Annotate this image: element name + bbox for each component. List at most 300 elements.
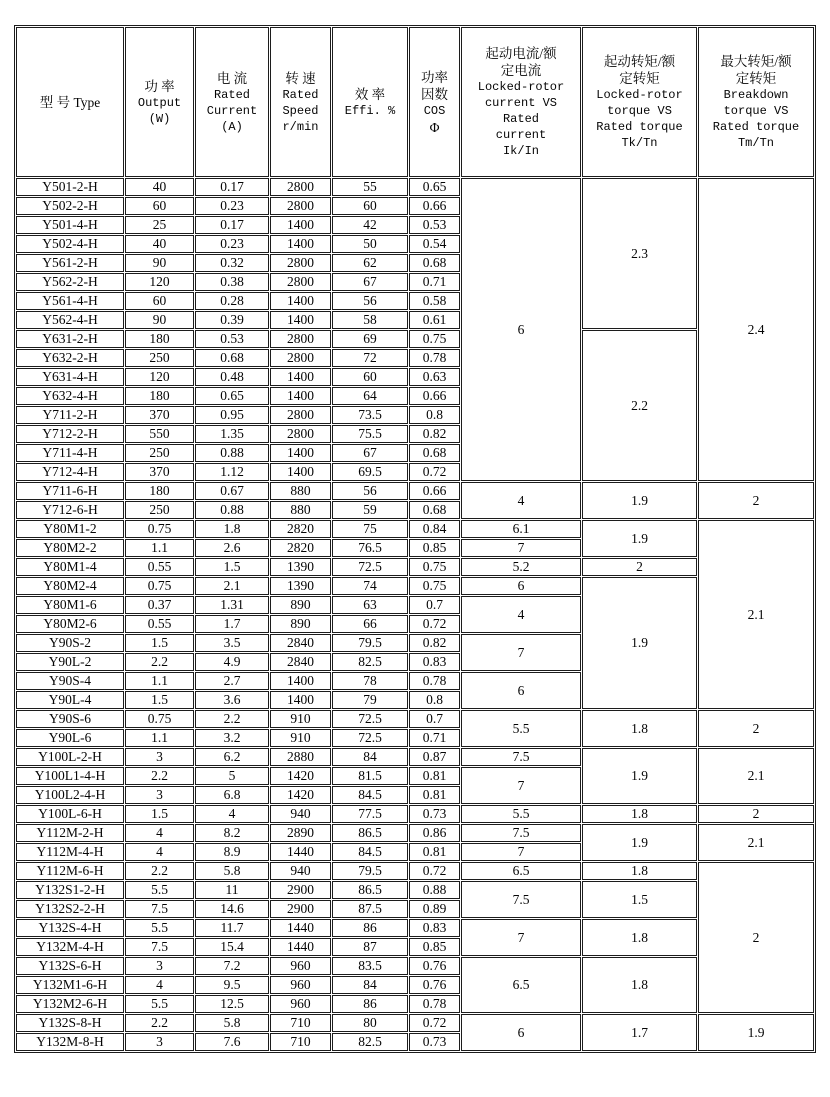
cell-rated-speed: 1440 — [270, 843, 331, 861]
cell-rated-speed: 2820 — [270, 539, 331, 557]
header-line: 功 率 — [144, 78, 175, 94]
cell-power-factor: 0.84 — [409, 520, 460, 538]
cell-rated-speed: 880 — [270, 482, 331, 500]
cell-rated-current: 3.6 — [195, 691, 269, 709]
cell-type: Y132M1-6-H — [16, 976, 124, 994]
cell-output: 2.2 — [125, 767, 194, 785]
cell-type: Y712-2-H — [16, 425, 124, 443]
cell-rated-speed: 1440 — [270, 938, 331, 956]
cell-efficiency: 77.5 — [332, 805, 408, 823]
cell-type: Y80M2-4 — [16, 577, 124, 595]
cell-efficiency: 67 — [332, 273, 408, 291]
cell-rated-speed: 940 — [270, 862, 331, 880]
col-header-efficiency — [332, 27, 408, 177]
cell-output: 2.2 — [125, 653, 194, 671]
table-row — [16, 710, 814, 728]
cell-power-factor: 0.81 — [409, 767, 460, 785]
cell-type: Y561-4-H — [16, 292, 124, 310]
cell-locked-rotor-current-ratio: 6.5 — [461, 862, 581, 880]
cell-efficiency: 59 — [332, 501, 408, 519]
cell-locked-rotor-torque-ratio: 2.3 — [582, 178, 697, 329]
cell-efficiency: 75.5 — [332, 425, 408, 443]
cell-rated-current: 0.39 — [195, 311, 269, 329]
cell-efficiency: 84 — [332, 976, 408, 994]
cell-power-factor: 0.8 — [409, 691, 460, 709]
cell-type: Y711-2-H — [16, 406, 124, 424]
cell-rated-speed: 2800 — [270, 425, 331, 443]
cell-rated-current: 2.2 — [195, 710, 269, 728]
cell-type: Y132S-4-H — [16, 919, 124, 937]
cell-efficiency: 60 — [332, 197, 408, 215]
header-line: Tk/Tn — [621, 136, 658, 150]
cell-locked-rotor-current-ratio: 7.5 — [461, 824, 581, 842]
cell-rated-current: 2.6 — [195, 539, 269, 557]
cell-output: 7.5 — [125, 900, 194, 918]
header-line: (W) — [148, 111, 171, 126]
cell-efficiency: 79.5 — [332, 634, 408, 652]
header-line: Φ — [429, 119, 440, 135]
cell-power-factor: 0.76 — [409, 976, 460, 994]
header-line: 定转矩 — [735, 71, 777, 86]
cell-rated-speed: 1400 — [270, 444, 331, 462]
cell-efficiency: 56 — [332, 482, 408, 500]
motor-spec-table — [14, 25, 816, 1053]
cell-output: 180 — [125, 330, 194, 348]
cell-rated-current: 7.2 — [195, 957, 269, 975]
cell-rated-current: 0.88 — [195, 501, 269, 519]
cell-type: Y501-4-H — [16, 216, 124, 234]
cell-rated-current: 4.9 — [195, 653, 269, 671]
cell-locked-rotor-current-ratio: 7 — [461, 539, 581, 557]
cell-power-factor: 0.89 — [409, 900, 460, 918]
cell-output: 1.1 — [125, 539, 194, 557]
cell-rated-speed: 890 — [270, 596, 331, 614]
cell-rated-current: 15.4 — [195, 938, 269, 956]
table-row — [16, 862, 814, 880]
header-line: Rated torque — [596, 120, 683, 134]
cell-rated-speed: 2840 — [270, 653, 331, 671]
cell-power-factor: 0.85 — [409, 938, 460, 956]
cell-power-factor: 0.73 — [409, 1033, 460, 1051]
cell-type: Y80M1-6 — [16, 596, 124, 614]
cell-output: 3 — [125, 748, 194, 766]
cell-power-factor: 0.65 — [409, 178, 460, 196]
cell-efficiency: 86.5 — [332, 824, 408, 842]
cell-rated-current: 6.2 — [195, 748, 269, 766]
cell-power-factor: 0.72 — [409, 463, 460, 481]
cell-power-factor: 0.75 — [409, 577, 460, 595]
cell-rated-current: 0.17 — [195, 178, 269, 196]
cell-locked-rotor-torque-ratio: 1.8 — [582, 862, 697, 880]
cell-breakdown-torque-ratio: 1.9 — [698, 1014, 814, 1051]
cell-rated-current: 1.12 — [195, 463, 269, 481]
header-line: Speed — [282, 103, 319, 118]
table-row — [16, 520, 814, 538]
cell-efficiency: 75 — [332, 520, 408, 538]
col-header-output — [125, 27, 194, 177]
cell-breakdown-torque-ratio: 2.1 — [698, 824, 814, 861]
cell-rated-current: 5.8 — [195, 1014, 269, 1032]
cell-output: 25 — [125, 216, 194, 234]
cell-locked-rotor-torque-ratio: 1.9 — [582, 824, 697, 861]
cell-power-factor: 0.81 — [409, 786, 460, 804]
header-line: Output — [137, 95, 182, 110]
cell-rated-current: 6.8 — [195, 786, 269, 804]
cell-rated-current: 11.7 — [195, 919, 269, 937]
header-line: torque VS — [607, 104, 672, 118]
cell-rated-current: 0.95 — [195, 406, 269, 424]
cell-power-factor: 0.68 — [409, 501, 460, 519]
cell-locked-rotor-current-ratio: 6 — [461, 672, 581, 709]
cell-breakdown-torque-ratio: 2.1 — [698, 520, 814, 709]
cell-rated-current: 0.48 — [195, 368, 269, 386]
cell-power-factor: 0.78 — [409, 995, 460, 1013]
cell-power-factor: 0.85 — [409, 539, 460, 557]
cell-efficiency: 83.5 — [332, 957, 408, 975]
cell-type: Y90L-6 — [16, 729, 124, 747]
cell-type: Y90L-2 — [16, 653, 124, 671]
cell-rated-current: 0.65 — [195, 387, 269, 405]
cell-breakdown-torque-ratio: 2 — [698, 482, 814, 519]
cell-power-factor: 0.72 — [409, 1014, 460, 1032]
header-line: 电 流 — [216, 70, 248, 86]
cell-output: 5.5 — [125, 995, 194, 1013]
cell-output: 0.75 — [125, 520, 194, 538]
cell-output: 1.5 — [125, 634, 194, 652]
header-line: Current — [206, 103, 258, 118]
cell-rated-speed: 1400 — [270, 368, 331, 386]
cell-power-factor: 0.68 — [409, 444, 460, 462]
cell-output: 5.5 — [125, 919, 194, 937]
cell-type: Y90S-6 — [16, 710, 124, 728]
header-line: current VS — [484, 96, 557, 110]
cell-rated-speed: 1400 — [270, 691, 331, 709]
col-header-type — [16, 27, 124, 177]
cell-rated-speed: 910 — [270, 729, 331, 747]
cell-power-factor: 0.66 — [409, 482, 460, 500]
cell-breakdown-torque-ratio: 2 — [698, 710, 814, 747]
cell-locked-rotor-current-ratio: 6 — [461, 178, 581, 481]
cell-locked-rotor-current-ratio: 7 — [461, 767, 581, 804]
cell-power-factor: 0.82 — [409, 425, 460, 443]
cell-output: 3 — [125, 1033, 194, 1051]
cell-rated-speed: 880 — [270, 501, 331, 519]
header-line: Rated torque — [712, 120, 800, 134]
cell-power-factor: 0.71 — [409, 273, 460, 291]
cell-rated-speed: 2800 — [270, 178, 331, 196]
cell-rated-speed: 890 — [270, 615, 331, 633]
cell-efficiency: 69.5 — [332, 463, 408, 481]
cell-efficiency: 82.5 — [332, 1033, 408, 1051]
cell-output: 180 — [125, 387, 194, 405]
cell-efficiency: 72.5 — [332, 558, 408, 576]
cell-output: 1.1 — [125, 672, 194, 690]
header-line: (A) — [221, 119, 243, 134]
cell-rated-current: 1.35 — [195, 425, 269, 443]
cell-locked-rotor-current-ratio: 4 — [461, 596, 581, 633]
cell-output: 3 — [125, 957, 194, 975]
cell-power-factor: 0.75 — [409, 330, 460, 348]
cell-rated-speed: 2890 — [270, 824, 331, 842]
header-line: Locked-rotor — [477, 80, 565, 94]
cell-output: 1.1 — [125, 729, 194, 747]
cell-rated-current: 3.5 — [195, 634, 269, 652]
cell-efficiency: 82.5 — [332, 653, 408, 671]
cell-rated-current: 1.7 — [195, 615, 269, 633]
header-line: Rated — [282, 87, 319, 102]
cell-efficiency: 78 — [332, 672, 408, 690]
cell-efficiency: 84.5 — [332, 843, 408, 861]
cell-efficiency: 42 — [332, 216, 408, 234]
cell-rated-current: 14.6 — [195, 900, 269, 918]
header-line: Rated — [213, 87, 250, 102]
cell-rated-current: 11 — [195, 881, 269, 899]
cell-power-factor: 0.87 — [409, 748, 460, 766]
cell-output: 1.5 — [125, 805, 194, 823]
cell-locked-rotor-torque-ratio: 1.9 — [582, 577, 697, 709]
cell-efficiency: 76.5 — [332, 539, 408, 557]
cell-rated-speed: 2800 — [270, 197, 331, 215]
cell-efficiency: 79 — [332, 691, 408, 709]
header-line: 定电流 — [500, 63, 542, 78]
cell-type: Y632-4-H — [16, 387, 124, 405]
cell-locked-rotor-current-ratio: 5.5 — [461, 805, 581, 823]
cell-efficiency: 86 — [332, 995, 408, 1013]
cell-power-factor: 0.58 — [409, 292, 460, 310]
cell-type: Y502-2-H — [16, 197, 124, 215]
cell-type: Y631-2-H — [16, 330, 124, 348]
col-header-locked-rotor-current — [461, 27, 581, 177]
cell-rated-current: 0.53 — [195, 330, 269, 348]
cell-locked-rotor-torque-ratio: 1.8 — [582, 919, 697, 956]
cell-rated-current: 5.8 — [195, 862, 269, 880]
cell-output: 250 — [125, 349, 194, 367]
cell-locked-rotor-current-ratio: 6.5 — [461, 957, 581, 1013]
cell-efficiency: 72.5 — [332, 710, 408, 728]
cell-locked-rotor-torque-ratio: 1.5 — [582, 881, 697, 918]
cell-output: 0.75 — [125, 577, 194, 595]
header-line: 转 速 — [285, 70, 316, 86]
cell-type: Y80M2-6 — [16, 615, 124, 633]
cell-type: Y90S-4 — [16, 672, 124, 690]
cell-power-factor: 0.68 — [409, 254, 460, 272]
cell-locked-rotor-current-ratio: 6 — [461, 1014, 581, 1051]
cell-locked-rotor-torque-ratio: 1.8 — [582, 710, 697, 747]
cell-power-factor: 0.83 — [409, 653, 460, 671]
cell-locked-rotor-current-ratio: 6 — [461, 577, 581, 595]
header-line: Tm/Tn — [737, 136, 774, 150]
cell-rated-current: 0.23 — [195, 235, 269, 253]
cell-efficiency: 56 — [332, 292, 408, 310]
cell-efficiency: 58 — [332, 311, 408, 329]
cell-power-factor: 0.72 — [409, 615, 460, 633]
cell-output: 3 — [125, 786, 194, 804]
cell-power-factor: 0.66 — [409, 387, 460, 405]
cell-power-factor: 0.7 — [409, 710, 460, 728]
cell-type: Y100L2-4-H — [16, 786, 124, 804]
cell-rated-speed: 2800 — [270, 254, 331, 272]
cell-output: 90 — [125, 254, 194, 272]
cell-efficiency: 74 — [332, 577, 408, 595]
cell-efficiency: 72 — [332, 349, 408, 367]
cell-rated-speed: 2800 — [270, 273, 331, 291]
cell-rated-speed: 940 — [270, 805, 331, 823]
cell-rated-current: 4 — [195, 805, 269, 823]
cell-output: 2.2 — [125, 862, 194, 880]
cell-rated-speed: 960 — [270, 957, 331, 975]
cell-locked-rotor-current-ratio: 7 — [461, 919, 581, 956]
cell-output: 120 — [125, 368, 194, 386]
table-row — [16, 330, 814, 348]
header-line: 定转矩 — [619, 71, 660, 86]
cell-rated-current: 0.38 — [195, 273, 269, 291]
cell-efficiency: 80 — [332, 1014, 408, 1032]
cell-power-factor: 0.63 — [409, 368, 460, 386]
cell-rated-current: 5 — [195, 767, 269, 785]
cell-output: 120 — [125, 273, 194, 291]
cell-power-factor: 0.88 — [409, 881, 460, 899]
cell-rated-current: 0.68 — [195, 349, 269, 367]
cell-output: 180 — [125, 482, 194, 500]
table-row — [16, 805, 814, 823]
cell-breakdown-torque-ratio: 2 — [698, 862, 814, 1013]
header-line: torque VS — [723, 104, 789, 118]
cell-efficiency: 81.5 — [332, 767, 408, 785]
cell-type: Y712-6-H — [16, 501, 124, 519]
table-row — [16, 957, 814, 975]
cell-rated-current: 3.2 — [195, 729, 269, 747]
cell-output: 0.55 — [125, 558, 194, 576]
cell-type: Y501-2-H — [16, 178, 124, 196]
cell-power-factor: 0.66 — [409, 197, 460, 215]
header-line: current — [495, 128, 547, 142]
cell-power-factor: 0.86 — [409, 824, 460, 842]
header-line: Rated — [502, 112, 539, 126]
cell-efficiency: 87 — [332, 938, 408, 956]
cell-type: Y132S-8-H — [16, 1014, 124, 1032]
cell-rated-speed: 1400 — [270, 311, 331, 329]
col-header-speed — [270, 27, 331, 177]
cell-power-factor: 0.53 — [409, 216, 460, 234]
header-line: Locked-rotor — [596, 88, 683, 102]
cell-breakdown-torque-ratio: 2.1 — [698, 748, 814, 804]
cell-power-factor: 0.71 — [409, 729, 460, 747]
cell-type: Y711-4-H — [16, 444, 124, 462]
cell-output: 4 — [125, 824, 194, 842]
cell-rated-speed: 1400 — [270, 216, 331, 234]
cell-type: Y112M-6-H — [16, 862, 124, 880]
cell-output: 250 — [125, 444, 194, 462]
cell-efficiency: 64 — [332, 387, 408, 405]
cell-type: Y80M2-2 — [16, 539, 124, 557]
cell-locked-rotor-torque-ratio: 2.2 — [582, 330, 697, 481]
cell-efficiency: 86.5 — [332, 881, 408, 899]
cell-rated-speed: 2900 — [270, 881, 331, 899]
cell-type: Y562-4-H — [16, 311, 124, 329]
cell-efficiency: 60 — [332, 368, 408, 386]
cell-power-factor: 0.73 — [409, 805, 460, 823]
cell-power-factor: 0.72 — [409, 862, 460, 880]
cell-output: 370 — [125, 463, 194, 481]
cell-efficiency: 79.5 — [332, 862, 408, 880]
cell-locked-rotor-torque-ratio: 1.9 — [582, 520, 697, 557]
cell-type: Y80M1-4 — [16, 558, 124, 576]
cell-rated-current: 1.31 — [195, 596, 269, 614]
table-row — [16, 824, 814, 842]
cell-type: Y100L-2-H — [16, 748, 124, 766]
cell-rated-speed: 1400 — [270, 387, 331, 405]
cell-power-factor: 0.54 — [409, 235, 460, 253]
table-row — [16, 482, 814, 500]
cell-locked-rotor-torque-ratio: 1.8 — [582, 957, 697, 1013]
cell-type: Y132S2-2-H — [16, 900, 124, 918]
cell-rated-current: 7.6 — [195, 1033, 269, 1051]
cell-power-factor: 0.7 — [409, 596, 460, 614]
header-line: 最大转矩/额 — [720, 54, 792, 69]
cell-type: Y712-4-H — [16, 463, 124, 481]
header-line: 起动电流/额 — [485, 46, 557, 61]
cell-rated-speed: 2840 — [270, 634, 331, 652]
cell-power-factor: 0.78 — [409, 349, 460, 367]
cell-rated-speed: 2900 — [270, 900, 331, 918]
cell-type: Y711-6-H — [16, 482, 124, 500]
table-row — [16, 178, 814, 196]
header-line: 功率 — [421, 69, 448, 85]
cell-power-factor: 0.78 — [409, 672, 460, 690]
cell-rated-current: 8.9 — [195, 843, 269, 861]
cell-output: 0.55 — [125, 615, 194, 633]
cell-rated-speed: 1400 — [270, 672, 331, 690]
cell-efficiency: 84.5 — [332, 786, 408, 804]
cell-rated-speed: 710 — [270, 1033, 331, 1051]
cell-locked-rotor-current-ratio: 7 — [461, 843, 581, 861]
cell-output: 0.37 — [125, 596, 194, 614]
table-row — [16, 919, 814, 937]
cell-power-factor: 0.8 — [409, 406, 460, 424]
cell-efficiency: 84 — [332, 748, 408, 766]
cell-locked-rotor-current-ratio: 5.2 — [461, 558, 581, 576]
header-line: 型 号 Type — [39, 94, 101, 110]
cell-rated-current: 2.7 — [195, 672, 269, 690]
table-row — [16, 577, 814, 595]
table-row — [16, 1014, 814, 1032]
cell-rated-current: 2.1 — [195, 577, 269, 595]
header-row — [16, 27, 814, 177]
cell-rated-speed: 2820 — [270, 520, 331, 538]
cell-locked-rotor-torque-ratio: 1.8 — [582, 805, 697, 823]
cell-efficiency: 55 — [332, 178, 408, 196]
cell-type: Y80M1-2 — [16, 520, 124, 538]
cell-rated-speed: 960 — [270, 995, 331, 1013]
cell-rated-speed: 960 — [270, 976, 331, 994]
cell-efficiency: 63 — [332, 596, 408, 614]
cell-efficiency: 50 — [332, 235, 408, 253]
cell-efficiency: 62 — [332, 254, 408, 272]
cell-output: 0.75 — [125, 710, 194, 728]
cell-output: 90 — [125, 311, 194, 329]
cell-type: Y112M-2-H — [16, 824, 124, 842]
cell-type: Y90S-2 — [16, 634, 124, 652]
cell-power-factor: 0.61 — [409, 311, 460, 329]
cell-locked-rotor-torque-ratio: 1.7 — [582, 1014, 697, 1051]
cell-type: Y132M-4-H — [16, 938, 124, 956]
cell-rated-speed: 1400 — [270, 292, 331, 310]
cell-rated-speed: 1400 — [270, 463, 331, 481]
cell-type: Y112M-4-H — [16, 843, 124, 861]
cell-rated-current: 1.8 — [195, 520, 269, 538]
cell-output: 250 — [125, 501, 194, 519]
col-header-breakdown-torque — [698, 27, 814, 177]
